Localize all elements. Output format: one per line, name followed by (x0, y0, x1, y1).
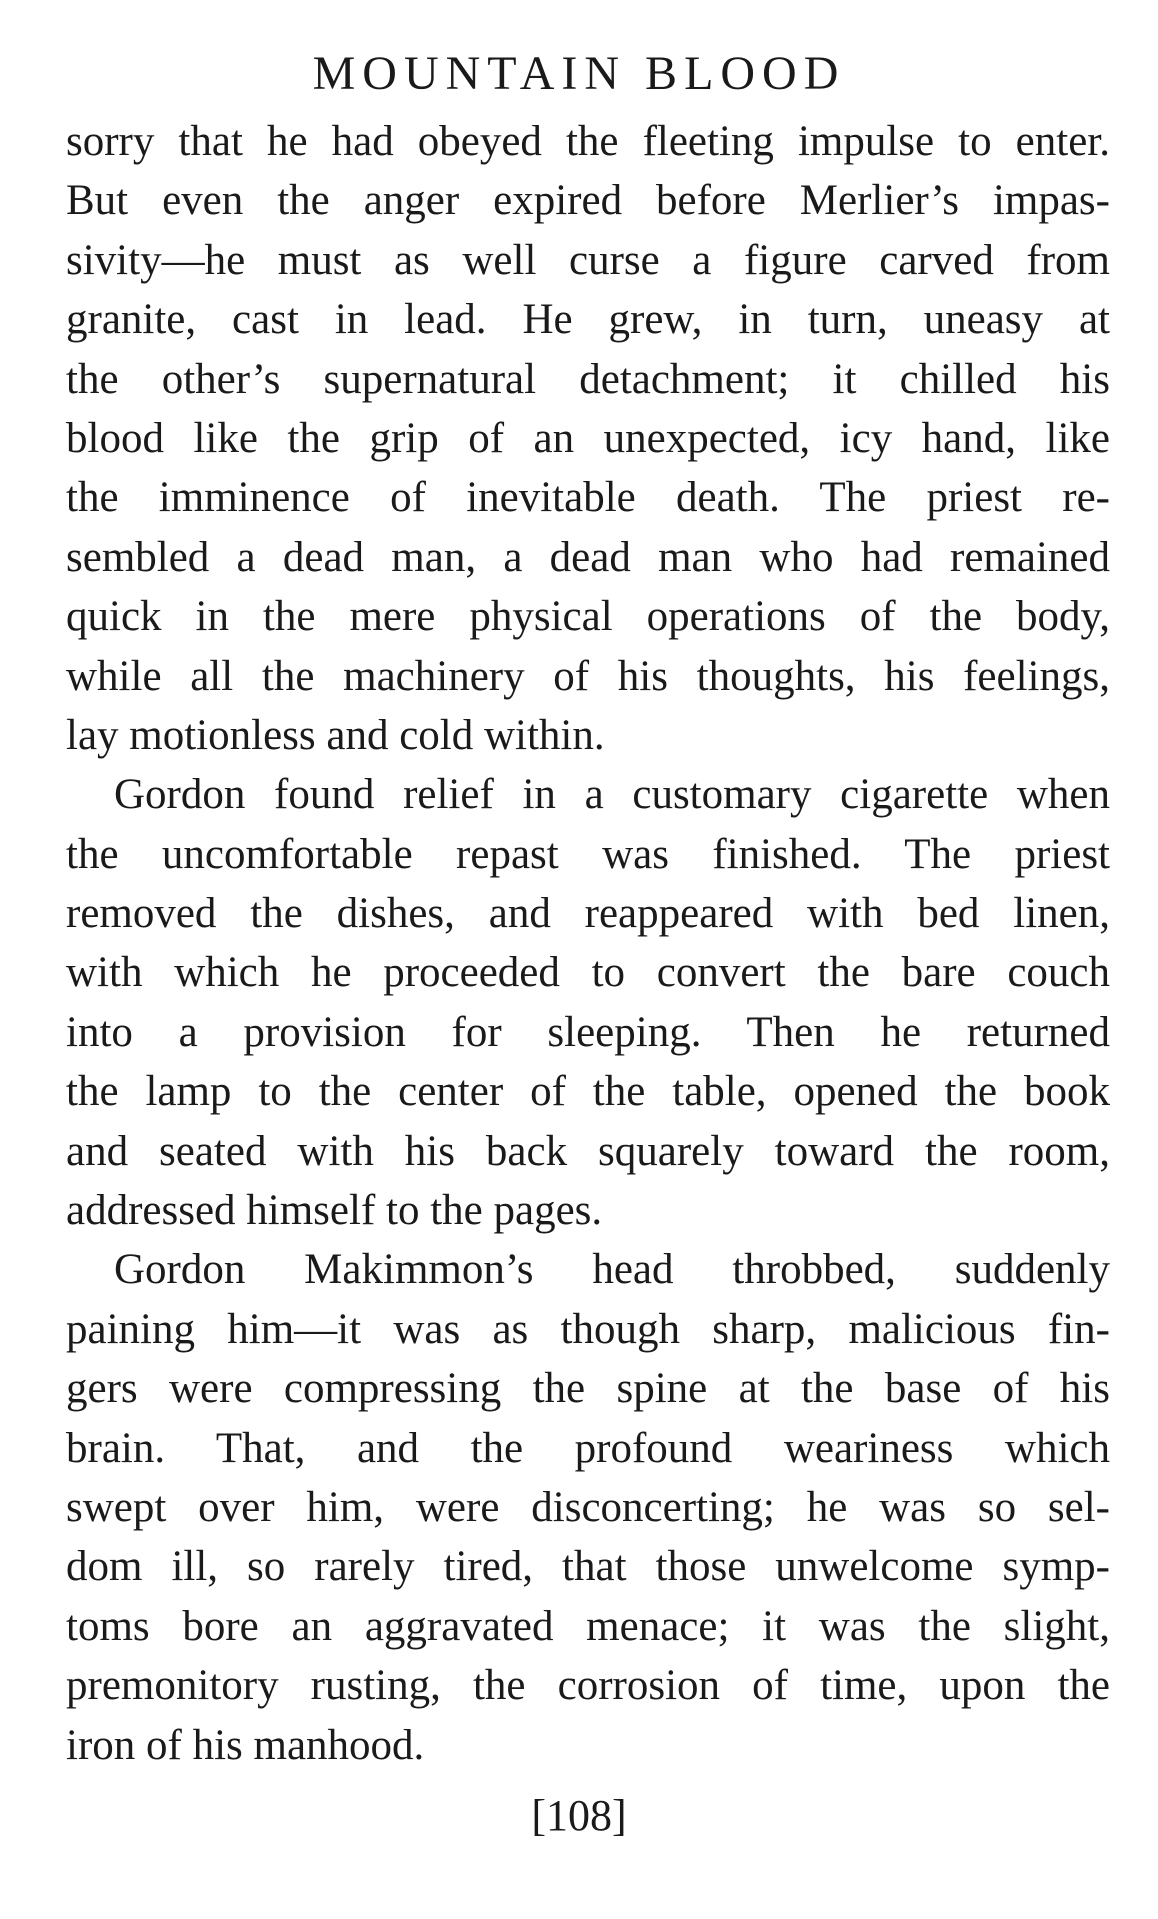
text-line: sivity—he must as well curse a figure carved from (66, 236, 1110, 284)
text-line: quick in the mere physical operations of the body, (66, 593, 1110, 641)
text-line: while all the machinery of his thoughts, his feelings, (66, 652, 1110, 700)
text-line: the other’s supernatural detachment; it chilled his (66, 355, 1110, 403)
text-line: brain. That, and the profound weariness which (66, 1424, 1110, 1472)
text-line: the uncomfortable repast was finished. The priest (66, 830, 1110, 878)
text-line: removed the dishes, and reappeared with bed linen, (66, 890, 1110, 938)
paragraph-2 (66, 765, 1110, 1240)
text-line: Gordon found relief in a customary cigarette when (114, 771, 1110, 819)
text-line: sembled a dead man, a dead man who had remained (66, 533, 1110, 581)
text-line: But even the anger expired before Merlier’s impas- (66, 177, 1110, 225)
text-line: gers were compressing the spine at the base of his (66, 1365, 1110, 1413)
paragraph-3 (66, 1240, 1110, 1775)
paragraph-1 (66, 112, 1110, 765)
text-line: with which he proceeded to convert the bare couch (66, 949, 1110, 997)
text-line: premonitory rusting, the corrosion of time, upon the (66, 1662, 1110, 1710)
text-line: paining him—it was as though sharp, malicious fin- (66, 1305, 1110, 1353)
text-line: granite, cast in lead. He grew, in turn, uneasy at (66, 296, 1110, 344)
text-line: sorry that he had obeyed the fleeting impulse to enter. (66, 118, 1110, 165)
text-line: the lamp to the center of the table, opened the book (66, 1068, 1110, 1116)
text-line: the imminence of inevitable death. The priest re- (66, 474, 1110, 522)
text-line: and seated with his back squarely toward the room, (66, 1127, 1110, 1175)
page-number: [108] (531, 1791, 627, 1840)
text-line: toms bore an aggravated menace; it was the slight, (66, 1602, 1110, 1650)
text-line: dom ill, so rarely tired, that those unwelcome symp- (66, 1543, 1110, 1591)
text-line: into a provision for sleeping. Then he returned (66, 1008, 1110, 1056)
text-line: lay motionless and cold within. (66, 711, 605, 759)
body-text (66, 112, 1110, 1775)
text-line: blood like the grip of an unexpected, icy hand, like (66, 414, 1110, 462)
text-line: Gordon Makimmon’s head throbbed, suddenly (114, 1246, 1110, 1294)
text-line: addressed himself to the pages. (66, 1187, 603, 1235)
text-line: swept over him, were disconcerting; he was so sel- (66, 1483, 1110, 1531)
running-head: MOUNTAIN BLOOD (312, 47, 846, 100)
text-line: iron of his manhood. (66, 1721, 425, 1769)
